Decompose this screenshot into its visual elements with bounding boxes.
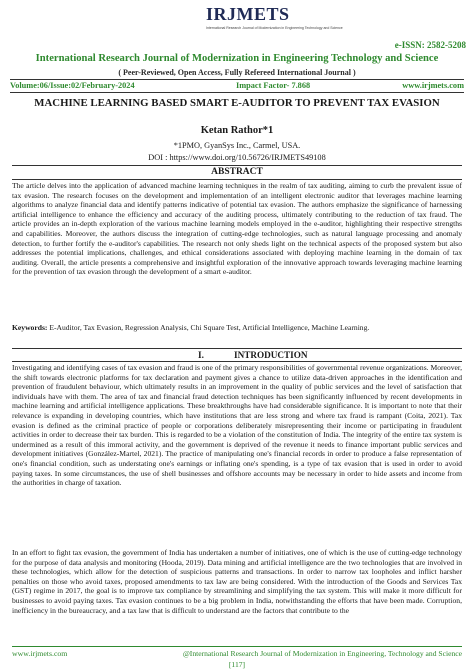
page-number: [117] bbox=[228, 660, 246, 669]
footer-copyright: @International Research Journal of Modernization in Engineering, Technology and Science bbox=[182, 649, 462, 658]
intro-paragraph-2: In an effort to fight tax evasion, the government of India has undertaken a number of initiatives, one of which is the use of cutting-edge technology for the purpose of data analysis and monitoring (Hooda, 2019). Data mining and artificial intelligence are the two technologies that are involved in these technologies, which allow for the detection of suspicious patterns and transactions. In order to narrow tax loopholes and inflict harsher penalties on those who avoid taxes, proposed amendments to tax law are being considered. With the introduction of the Goods and Services Tax (GST) regime in 2017, the goal is to improve tax compliance by streamlining and simplifying the tax system. This will make it more difficult for businesses to avoid paying taxes. Tax evasion continues to be a big problem in India, notwithstanding the efforts that have been made. Corruption, inefficiency in the bureaucracy, and a tax law that is difficult to understand are the factors that contribute to the bbox=[12, 548, 462, 615]
issn: e-ISSN: 2582-5208 bbox=[394, 40, 466, 50]
peer-review-note: ( Peer-Reviewed, Open Access, Fully Refereed International Journal ) bbox=[118, 68, 356, 77]
volume-issue: Volume:06/Issue:02/February-2024 bbox=[10, 81, 135, 90]
volume-bar bbox=[10, 79, 464, 93]
journal-name: International Research Journal of Modernization in Engineering Technology and Science bbox=[35, 53, 439, 64]
intro-paragraph-1: Investigating and identifying cases of tax evasion and fraud is one of the primary responsibilities of governmental revenue organizations. Moreover, the shift towards electronic platforms for tax declaration and payment gives a chance to utilize data-driven approaches in the identification and prevention of fraudulent behaviour, which ultimately results in an improvement in the quality of public services and the level of satisfaction that individuals have with them. The area of tax and financial fraud detection techniques has been significantly influenced by recent developments in machine learning and artificial intelligence applications. These breakthroughs have had considerable significance. It is important to note that their relevance is expanding in developing countries, which have institutions that are less strong and where tax fraud is rampant (Coita, 2021). Tax evasion is defined as the criminal practice of people or corporations deliberately misrepresenting their income or participating in fraudulent activities in order to decrease their tax burden. This is regarded to be a violation of the constitution of India. The integrity of the entire tax system is undermined as a result of this immoral activity, and the government is deprived of the revenue it needs to finance important public services and development initiatives (González-Martel, 2021). The practice of manipulating one's financial records in order to produce a false representation of one's financial condition, such as understating one's earnings or inflating one's spending, is a type of tax evasion that is used in order to avoid paying taxes. In some circumstances, the use of shell businesses and offshore accounts may be necessary in order to hide assets and income from the authorities in charge of taxation. bbox=[12, 363, 462, 488]
footer-website-link[interactable]: www.irjmets.com bbox=[12, 649, 68, 658]
footer-divider bbox=[12, 646, 462, 647]
abstract-heading: ABSTRACT bbox=[12, 165, 462, 180]
keywords-label: Keywords: bbox=[12, 323, 48, 332]
doi-link[interactable]: DOI : https://www.doi.org/10.56726/IRJMETS49108 bbox=[148, 153, 326, 162]
author-name: Ketan Rathor*1 bbox=[200, 125, 274, 136]
article-title: MACHINE LEARNING BASED SMART E-AUDITOR TO PREVENT TAX EVASION bbox=[34, 97, 440, 109]
journal-logo bbox=[206, 4, 343, 48]
author-affiliation: *1PMO, GyanSys Inc., Carmel, USA. bbox=[173, 141, 301, 150]
section-number: I. bbox=[198, 350, 204, 360]
section-title: INTRODUCTION bbox=[234, 350, 308, 360]
abstract-text: The article delves into the application of advanced machine learning techniques in the realm of tax auditing, aiming to curb the prevalent issue of tax evasion. The research focuses on the development and implementation of an intelligent electronic auditor that leverages machine learning algorithms to analyze financial data and identify patterns indicative of potential tax evasion. The authors emphasize the significance of harnessing artificial intelligence to enhance the efficiency and accuracy of the auditing process, ultimately contributing to the reduction of tax fraud. The article provides an in-depth exploration of the various machine learning models employed in the e-auditor, highlighting their respective strengths and capabilities. Moreover, the authors discuss the integration of cutting-edge technologies, such as natural language processing and anomaly detection, to further fortify the e-auditor's capabilities. The research not only sheds light on the technical aspects of the proposed system but also addresses the potential implications, challenges, and ethical considerations associated with deploying machine learning in the domain of tax auditing. Overall, the article presents a comprehensive and insightful exploration of the innovative approach towards leveraging machine learning for the prevention of tax evasion through the development of a smart e-auditor. bbox=[12, 181, 462, 277]
header-website-link[interactable]: www.irjmets.com bbox=[402, 81, 464, 90]
logo-subtext: International Research Journal of Modernization in Engineering Technology and Science bbox=[206, 26, 343, 30]
impact-factor: Impact Factor- 7.868 bbox=[236, 81, 311, 90]
keywords-list: E-Auditor, Tax Evasion, Regression Analysis, Chi Square Test, Artificial Intelligence, Machine Learning. bbox=[49, 323, 370, 332]
keywords bbox=[12, 323, 462, 333]
section-heading-introduction bbox=[12, 348, 462, 362]
logo-text: IRJMETS bbox=[206, 4, 290, 24]
